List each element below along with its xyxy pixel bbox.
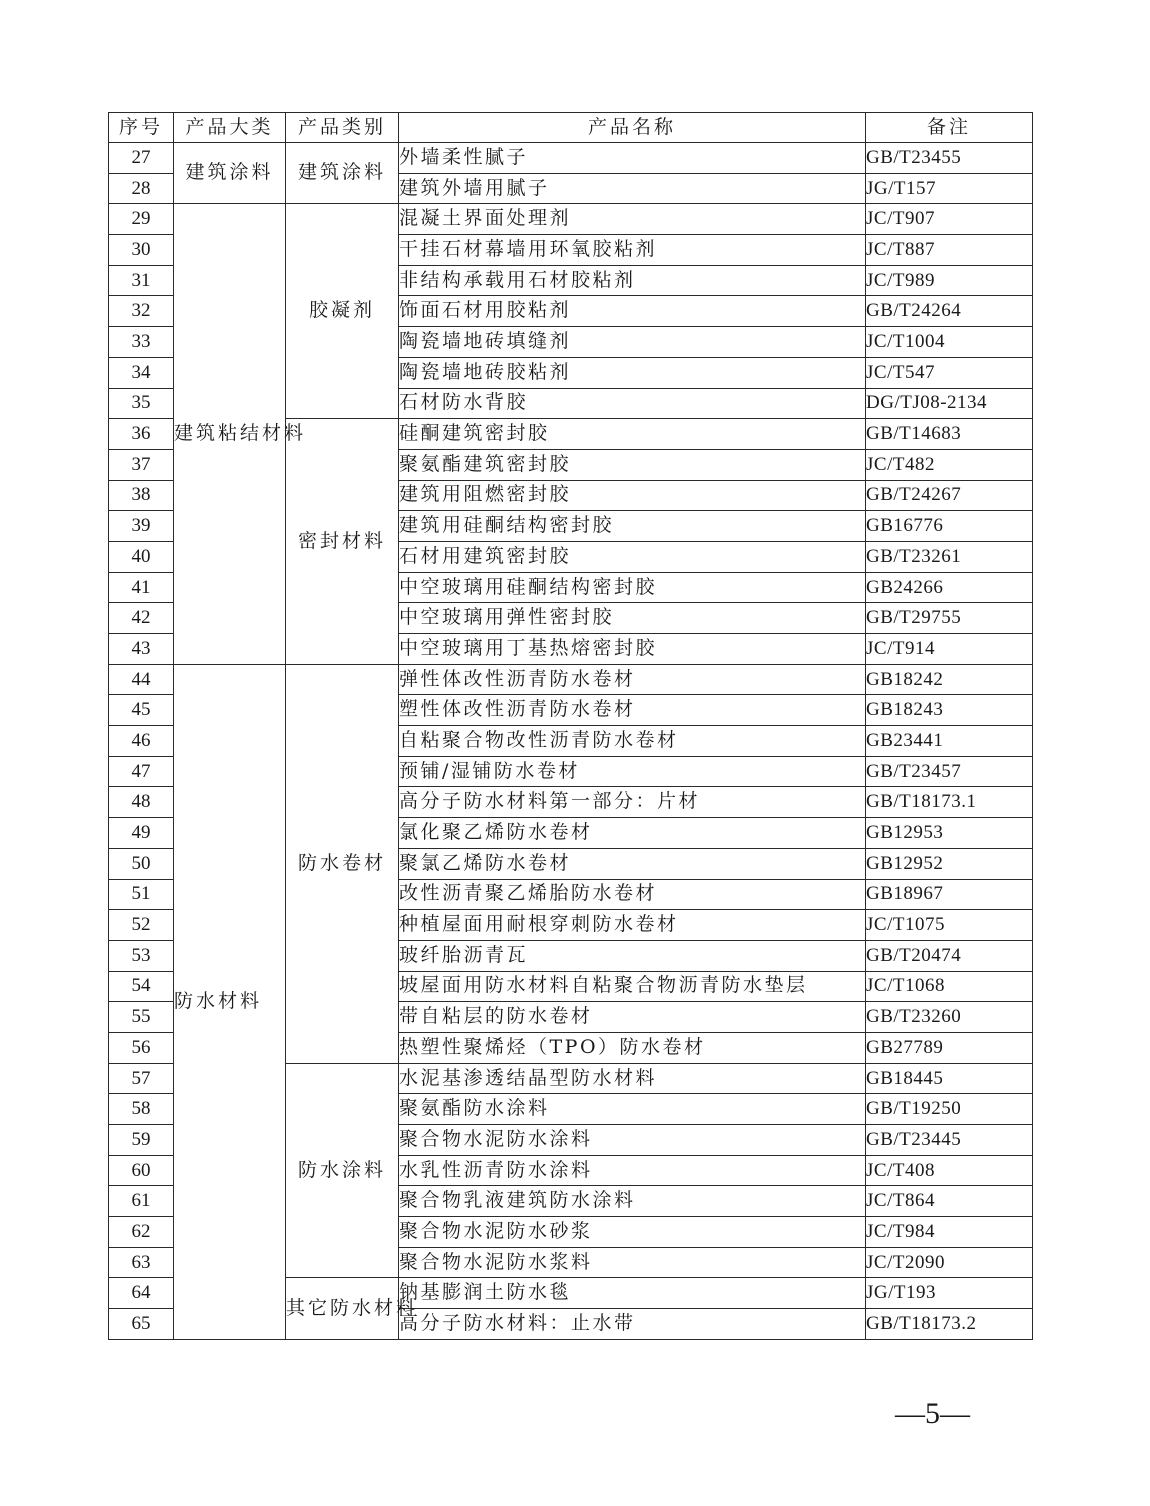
standard-code: GB/T24264 [866, 296, 1033, 327]
row-number: 54 [109, 971, 174, 1002]
header-category: 产品类别 [286, 113, 399, 143]
group-category-adhesive: 胶凝剂 [286, 204, 399, 419]
table-row [109, 664, 1033, 695]
standard-code: JC/T989 [866, 265, 1033, 296]
standard-code: JC/T914 [866, 634, 1033, 665]
table-row [109, 143, 1033, 174]
row-number: 44 [109, 664, 174, 695]
product-name: 硅酮建筑密封胶 [399, 419, 866, 450]
product-name: 聚合物水泥防水砂浆 [399, 1217, 866, 1248]
product-name: 陶瓷墙地砖胶粘剂 [399, 357, 866, 388]
row-number: 61 [109, 1186, 174, 1217]
row-number: 49 [109, 818, 174, 849]
standard-code: JC/T547 [866, 357, 1033, 388]
standard-code: JC/T984 [866, 1217, 1033, 1248]
row-number: 50 [109, 848, 174, 879]
product-name: 干挂石材幕墙用环氧胶粘剂 [399, 235, 866, 266]
product-name: 自粘聚合物改性沥青防水卷材 [399, 726, 866, 757]
product-name: 混凝土界面处理剂 [399, 204, 866, 235]
product-name: 中空玻璃用丁基热熔密封胶 [399, 634, 866, 665]
table-row [109, 204, 1033, 235]
row-number: 35 [109, 388, 174, 419]
product-name: 聚氨酯建筑密封胶 [399, 449, 866, 480]
product-name: 坡屋面用防水材料自粘聚合物沥青防水垫层 [399, 971, 866, 1002]
row-number: 62 [109, 1217, 174, 1248]
product-name: 钠基膨润土防水毯 [399, 1278, 866, 1309]
standard-code: DG/TJ08-2134 [866, 388, 1033, 419]
product-name: 建筑用阻燃密封胶 [399, 480, 866, 511]
standard-code: JC/T408 [866, 1155, 1033, 1186]
standard-code: JC/T2090 [866, 1247, 1033, 1278]
standard-code: JC/T887 [866, 235, 1033, 266]
standard-code: GB18445 [866, 1063, 1033, 1094]
row-number: 33 [109, 327, 174, 358]
product-name: 聚合物水泥防水涂料 [399, 1125, 866, 1156]
standard-code: GB16776 [866, 511, 1033, 542]
row-number: 36 [109, 419, 174, 450]
group-category-coating: 建筑涂料 [286, 143, 399, 204]
row-number: 29 [109, 204, 174, 235]
product-name: 带自粘层的防水卷材 [399, 1002, 866, 1033]
row-number: 59 [109, 1125, 174, 1156]
row-number: 56 [109, 1032, 174, 1063]
row-number: 37 [109, 449, 174, 480]
product-name: 石材用建筑密封胶 [399, 541, 866, 572]
product-name: 热塑性聚烯烃（TPO）防水卷材 [399, 1032, 866, 1063]
row-number: 60 [109, 1155, 174, 1186]
row-number: 27 [109, 143, 174, 174]
table-header-row [109, 113, 1033, 143]
standard-code: JG/T157 [866, 173, 1033, 204]
standard-code: GB/T29755 [866, 603, 1033, 634]
standard-code: JC/T482 [866, 449, 1033, 480]
row-number: 48 [109, 787, 174, 818]
row-number: 31 [109, 265, 174, 296]
group-major-waterproof: 防水材料 [174, 664, 286, 1339]
standard-code: GB/T24267 [866, 480, 1033, 511]
page-number: —5— [895, 1397, 970, 1430]
product-name: 建筑用硅酮结构密封胶 [399, 511, 866, 542]
row-number: 53 [109, 940, 174, 971]
product-name: 聚合物水泥防水浆料 [399, 1247, 866, 1278]
row-number: 38 [109, 480, 174, 511]
product-name: 非结构承载用石材胶粘剂 [399, 265, 866, 296]
row-number: 39 [109, 511, 174, 542]
product-name: 塑性体改性沥青防水卷材 [399, 695, 866, 726]
product-name: 建筑外墙用腻子 [399, 173, 866, 204]
header-product-name: 产品名称 [399, 113, 866, 143]
standard-code: GB/T14683 [866, 419, 1033, 450]
product-name: 陶瓷墙地砖填缝剂 [399, 327, 866, 358]
standard-code: JC/T1075 [866, 910, 1033, 941]
product-name: 高分子防水材料第一部分：片材 [399, 787, 866, 818]
product-name: 中空玻璃用弹性密封胶 [399, 603, 866, 634]
row-number: 47 [109, 756, 174, 787]
group-major-bonding: 建筑粘结材料 [174, 204, 286, 664]
standard-code: GB/T23457 [866, 756, 1033, 787]
product-name: 饰面石材用胶粘剂 [399, 296, 866, 327]
row-number: 55 [109, 1002, 174, 1033]
product-name: 预铺/湿铺防水卷材 [399, 756, 866, 787]
product-name: 聚氨酯防水涂料 [399, 1094, 866, 1125]
standard-code: GB/T23261 [866, 541, 1033, 572]
standard-code: GB18242 [866, 664, 1033, 695]
standard-code: GB24266 [866, 572, 1033, 603]
standard-code: GB/T23445 [866, 1125, 1033, 1156]
header-seq: 序号 [109, 113, 174, 143]
group-category-membrane: 防水卷材 [286, 664, 399, 1063]
row-number: 34 [109, 357, 174, 388]
standard-code: GB/T23455 [866, 143, 1033, 174]
product-name: 中空玻璃用硅酮结构密封胶 [399, 572, 866, 603]
header-major-class: 产品大类 [174, 113, 286, 143]
standard-code: GB18243 [866, 695, 1033, 726]
row-number: 32 [109, 296, 174, 327]
row-number: 42 [109, 603, 174, 634]
standard-code: GB/T20474 [866, 940, 1033, 971]
product-name: 玻纤胎沥青瓦 [399, 940, 866, 971]
standard-code: GB12952 [866, 848, 1033, 879]
row-number: 64 [109, 1278, 174, 1309]
row-number: 63 [109, 1247, 174, 1278]
standard-code: JG/T193 [866, 1278, 1033, 1309]
product-name: 高分子防水材料：止水带 [399, 1309, 866, 1340]
standard-code: GB18967 [866, 879, 1033, 910]
standard-code: JC/T864 [866, 1186, 1033, 1217]
row-number: 45 [109, 695, 174, 726]
product-name: 外墙柔性腻子 [399, 143, 866, 174]
group-category-wp-coating: 防水涂料 [286, 1063, 399, 1278]
row-number: 30 [109, 235, 174, 266]
product-name: 改性沥青聚乙烯胎防水卷材 [399, 879, 866, 910]
row-number: 51 [109, 879, 174, 910]
product-name: 聚氯乙烯防水卷材 [399, 848, 866, 879]
product-name: 石材防水背胶 [399, 388, 866, 419]
standard-code: GB/T18173.2 [866, 1309, 1033, 1340]
row-number: 52 [109, 910, 174, 941]
row-number: 43 [109, 634, 174, 665]
standard-code: JC/T1004 [866, 327, 1033, 358]
standard-code: GB/T18173.1 [866, 787, 1033, 818]
product-name: 弹性体改性沥青防水卷材 [399, 664, 866, 695]
row-number: 41 [109, 572, 174, 603]
group-category-sealant: 密封材料 [286, 419, 399, 665]
group-category-other-waterproof: 其它防水材料 [286, 1278, 399, 1339]
row-number: 58 [109, 1094, 174, 1125]
row-number: 65 [109, 1309, 174, 1340]
group-major-coating: 建筑涂料 [174, 143, 286, 204]
standard-code: GB23441 [866, 726, 1033, 757]
standard-code: JC/T907 [866, 204, 1033, 235]
header-remark: 备注 [866, 113, 1033, 143]
product-table [108, 112, 1033, 1340]
product-name: 水乳性沥青防水涂料 [399, 1155, 866, 1186]
standard-code: GB12953 [866, 818, 1033, 849]
product-name: 种植屋面用耐根穿刺防水卷材 [399, 910, 866, 941]
standard-code: GB27789 [866, 1032, 1033, 1063]
standard-code: GB/T19250 [866, 1094, 1033, 1125]
standard-code: GB/T23260 [866, 1002, 1033, 1033]
standard-code: JC/T1068 [866, 971, 1033, 1002]
row-number: 40 [109, 541, 174, 572]
row-number: 57 [109, 1063, 174, 1094]
row-number: 28 [109, 173, 174, 204]
product-name: 聚合物乳液建筑防水涂料 [399, 1186, 866, 1217]
row-number: 46 [109, 726, 174, 757]
product-name: 水泥基渗透结晶型防水材料 [399, 1063, 866, 1094]
product-name: 氯化聚乙烯防水卷材 [399, 818, 866, 849]
